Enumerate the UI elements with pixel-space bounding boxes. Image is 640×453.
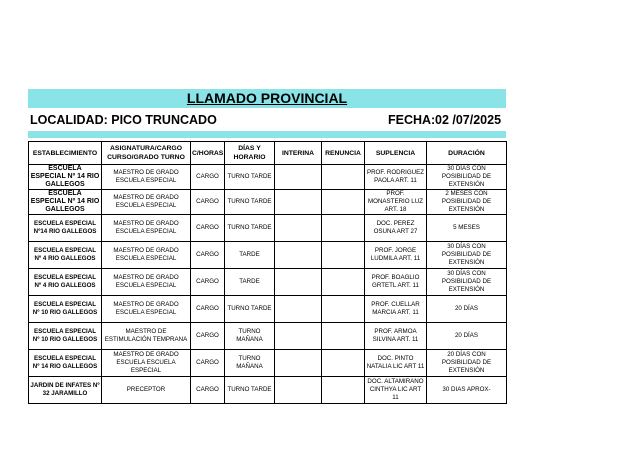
cell-establecimiento: JARDIN DE INFATES Nº 32 JARAMILLO [29, 377, 102, 404]
cell-choras: CARGO [191, 242, 225, 269]
table-row [29, 377, 507, 404]
cell-choras: CARGO [191, 323, 225, 350]
cell-establecimiento: ESCUELA ESPECIAL Nº14 RIO GALLEGOS [29, 215, 102, 242]
cell-choras: CARGO [191, 215, 225, 242]
cell-dias: TURNO TARDE [225, 215, 275, 242]
cell-duracion: 2 MESES CON POSIBILIDAD DE EXTENSIÓN [427, 190, 507, 215]
cell-duracion: 20 DÍAS CON POSIBILIDAD DE EXTENSIÓN [427, 350, 507, 377]
table-row [29, 165, 507, 190]
cell-asignatura: MAESTRO DE GRADO ESCUELA ESPECIAL [102, 269, 191, 296]
cell-interina [275, 269, 322, 296]
col-header-asignatura: ASIGNATURA/CARGO CURSO/GRADO TURNO [102, 142, 191, 165]
cell-asignatura: MAESTRO DE GRADO ESCUELA ESPECIAL [102, 190, 191, 215]
cell-choras: CARGO [191, 165, 225, 190]
date-value: 02 /07/2025 [435, 113, 502, 127]
cell-duracion: 30 DIAS APROX- [427, 377, 507, 404]
cell-establecimiento: ESCUELA ESPECIAL Nº 14 RIO GALLEGOS [29, 165, 102, 190]
cell-dias: TURNO TARDE [225, 165, 275, 190]
cell-choras: CARGO [191, 350, 225, 377]
col-header-dias: DÍAS Y HORARIO [225, 142, 275, 165]
cell-duracion: 30 DÍAS CON POSIBILIDAD DE EXTENSIÓN [427, 165, 507, 190]
cell-renuncia [322, 215, 365, 242]
cell-dias: TURNO TARDE [225, 296, 275, 323]
col-header-renuncia: RENUNCIA [322, 142, 365, 165]
table-row [29, 242, 507, 269]
cell-dias: TURNO MAÑANA [225, 350, 275, 377]
header-row [28, 111, 506, 129]
cell-asignatura: MAESTRO DE GRADO ESCUELA ESPECIAL [102, 242, 191, 269]
cell-interina [275, 165, 322, 190]
cell-suplencia: PROF. CUELLAR MARCIA ART. 11 [365, 296, 427, 323]
cell-establecimiento: ESCUELA ESPECIAL Nº 4 RIO GALLEGOS [29, 269, 102, 296]
cell-suplencia: PROF. RODRIGUEZ PAOLA ART. 11 [365, 165, 427, 190]
cell-asignatura: MAESTRO DE GRADO ESCUELA ESCUELA ESPECIAL [102, 350, 191, 377]
cell-dias: TURNO TARDE [225, 190, 275, 215]
vacancies-table [28, 141, 507, 404]
cell-suplencia: PROF. BOAGLIO GRTETL ART. 11 [365, 269, 427, 296]
cell-renuncia [322, 190, 365, 215]
cell-establecimiento: ESCUELA ESPECIAL Nº 14 RIO GALLEGOS [29, 190, 102, 215]
title-banner [28, 89, 506, 108]
col-header-choras: C/HORAS [191, 142, 225, 165]
cell-choras: CARGO [191, 377, 225, 404]
cell-suplencia: PROF. MONASTERIO LUZ ART. 18 [365, 190, 427, 215]
col-header-suplencia: SUPLENCIA [365, 142, 427, 165]
col-header-interina: INTERINA [275, 142, 322, 165]
cell-interina [275, 242, 322, 269]
cell-dias: TARDE [225, 269, 275, 296]
page-title: LLAMADO PROVINCIAL [186, 90, 348, 106]
table-row [29, 269, 507, 296]
cell-renuncia [322, 165, 365, 190]
cell-asignatura: PRECEPTOR [102, 377, 191, 404]
cell-renuncia [322, 242, 365, 269]
cell-asignatura: MAESTRO DE ESTIMULACIÓN TEMPRANA [102, 323, 191, 350]
cell-renuncia [322, 323, 365, 350]
cell-interina [275, 377, 322, 404]
cell-renuncia [322, 377, 365, 404]
cell-establecimiento: ESCUELA ESPECIAL Nº 4 RIO GALLEGOS [29, 242, 102, 269]
cell-establecimiento: ESCUELA ESPECIAL Nº 10 RIO GALLEGOS [29, 323, 102, 350]
cell-suplencia: PROF. ARMOA SILVINA ART. 11 [365, 323, 427, 350]
cell-dias: TURNO MAÑANA [225, 323, 275, 350]
cell-suplencia: PROF. JORGE LUDMILA ART. 11 [365, 242, 427, 269]
locality-label: LOCALIDAD: PICO TRUNCADO [30, 113, 217, 127]
cell-interina [275, 215, 322, 242]
cell-dias: TARDE [225, 242, 275, 269]
cell-renuncia [322, 296, 365, 323]
divider-strip [28, 131, 506, 138]
col-header-duracion: DURACIÓN [427, 142, 507, 165]
cell-suplencia: DOC. PEREZ OSUNA ART 27 [365, 215, 427, 242]
table-row [29, 350, 507, 377]
cell-duracion: 20 DÍAS [427, 323, 507, 350]
date-label: FECHA: [388, 113, 436, 127]
cell-duracion: 5 MESES [427, 215, 507, 242]
table-row [29, 296, 507, 323]
table-row [29, 323, 507, 350]
table-header-row [29, 142, 507, 165]
cell-suplencia: DOC. ALTAMIRANO CINTHYA LIC ART 11 [365, 377, 427, 404]
table-row [29, 190, 507, 215]
cell-interina [275, 323, 322, 350]
cell-suplencia: DOC. PINTO NATALIA LIC ART 11 [365, 350, 427, 377]
cell-choras: CARGO [191, 296, 225, 323]
cell-establecimiento: ESCUELA ESPECIAL Nº 10 RIO GALLEGOS [29, 296, 102, 323]
cell-duracion: 20 DÍAS [427, 296, 507, 323]
cell-renuncia [322, 350, 365, 377]
cell-duracion: 30 DÍAS CON POSIBILIDAD DE EXTENSIÓN [427, 269, 507, 296]
cell-choras: CARGO [191, 269, 225, 296]
cell-interina [275, 350, 322, 377]
cell-dias: TURNO TARDE [225, 377, 275, 404]
cell-asignatura: MAESTRO DE GRADO ESCUELA ESPECIAL [102, 215, 191, 242]
cell-interina [275, 296, 322, 323]
cell-asignatura: MAESTRO DE GRADO ESCUELA ESPECIAL [102, 296, 191, 323]
col-header-establecimiento: ESTABLECIMIENTO [29, 142, 102, 165]
cell-duracion: 30 DÍAS CON POSIBILIDAD DE EXTENSIÓN [427, 242, 507, 269]
cell-renuncia [322, 269, 365, 296]
cell-establecimiento: ESCUELA ESPECIAL Nº 14 RIO GALLEGOS [29, 350, 102, 377]
table-row [29, 215, 507, 242]
cell-asignatura: MAESTRO DE GRADO ESCUELA ESPECIAL [102, 165, 191, 190]
cell-interina [275, 190, 322, 215]
cell-choras: CARGO [191, 190, 225, 215]
